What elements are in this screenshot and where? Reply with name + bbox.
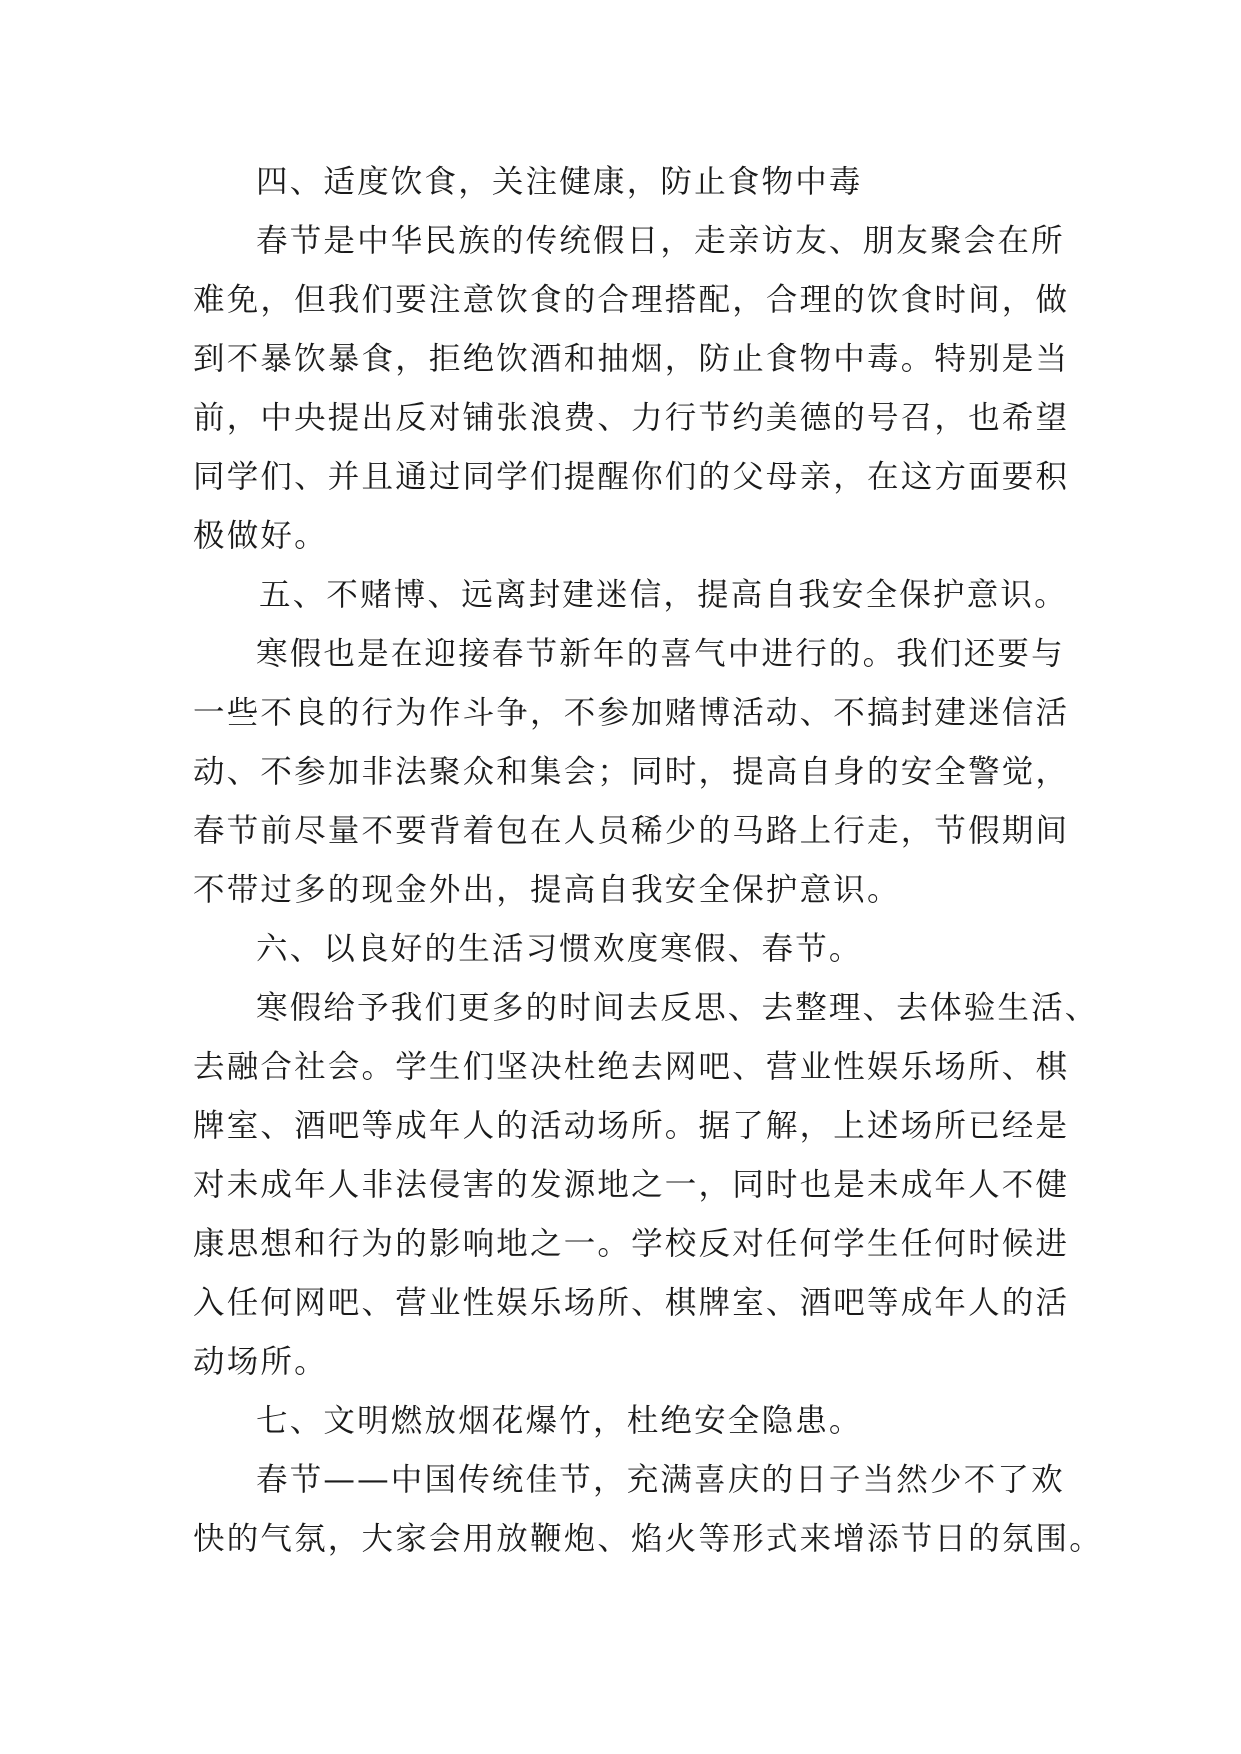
paragraph-line: 康思想和行为的影响地之一。学校反对任何学生任何时候进 [193, 1226, 1070, 1262]
heading-6: 六、以良好的生活习惯欢度寒假、春节。 [256, 931, 863, 967]
heading-7: 七、文明燃放烟花爆竹，杜绝安全隐患。 [256, 1403, 863, 1439]
paragraph-line: 到不暴饮暴食，拒绝饮酒和抽烟，防止食物中毒。特别是当 [193, 341, 1070, 377]
paragraph-line: 难免，但我们要注意饮食的合理搭配，合理的饮食时间，做 [193, 282, 1070, 318]
heading-5: 五、不赌博、远离封建迷信，提高自我安全保护意识。 [259, 577, 1068, 613]
paragraph-line: 对未成年人非法侵害的发源地之一，同时也是未成年人不健 [193, 1167, 1070, 1203]
paragraph-line: 动场所。 [193, 1344, 328, 1380]
paragraph-line: 不带过多的现金外出，提高自我安全保护意识。 [193, 872, 901, 908]
paragraph-line: 同学们、并且通过同学们提醒你们的父母亲，在这方面要积 [193, 459, 1070, 495]
paragraph-line: 牌室、酒吧等成年人的活动场所。据了解，上述场所已经是 [193, 1108, 1070, 1144]
paragraph-line: 动、不参加非法聚众和集会；同时，提高自身的安全警觉， [193, 754, 1070, 790]
paragraph-line: 极做好。 [193, 518, 328, 554]
paragraph-line: 寒假给予我们更多的时间去反思、去整理、去体验生活、 [256, 990, 1099, 1026]
paragraph-line: 一些不良的行为作斗争，不参加赌博活动、不搞封建迷信活 [193, 695, 1070, 731]
paragraph-line: 去融合社会。学生们坚决杜绝去网吧、营业性娱乐场所、棋 [193, 1049, 1070, 1085]
paragraph-line: 前，中央提出反对铺张浪费、力行节约美德的号召，也希望 [193, 400, 1070, 436]
paragraph-line: 春节——中国传统佳节，充满喜庆的日子当然少不了欢 [256, 1462, 1065, 1498]
paragraph-line: 快的气氛，大家会用放鞭炮、焰火等形式来增添节日的氛围。 [193, 1521, 1103, 1557]
paragraph-line: 入任何网吧、营业性娱乐场所、棋牌室、酒吧等成年人的活 [193, 1285, 1070, 1321]
paragraph-line: 春节前尽量不要背着包在人员稀少的马路上行走，节假期间 [193, 813, 1070, 849]
heading-4: 四、适度饮食，关注健康，防止食物中毒 [256, 164, 863, 200]
paragraph-line: 春节是中华民族的传统假日，走亲访友、朋友聚会在所 [256, 223, 1065, 259]
paragraph-line: 寒假也是在迎接春节新年的喜气中进行的。我们还要与 [256, 636, 1065, 672]
